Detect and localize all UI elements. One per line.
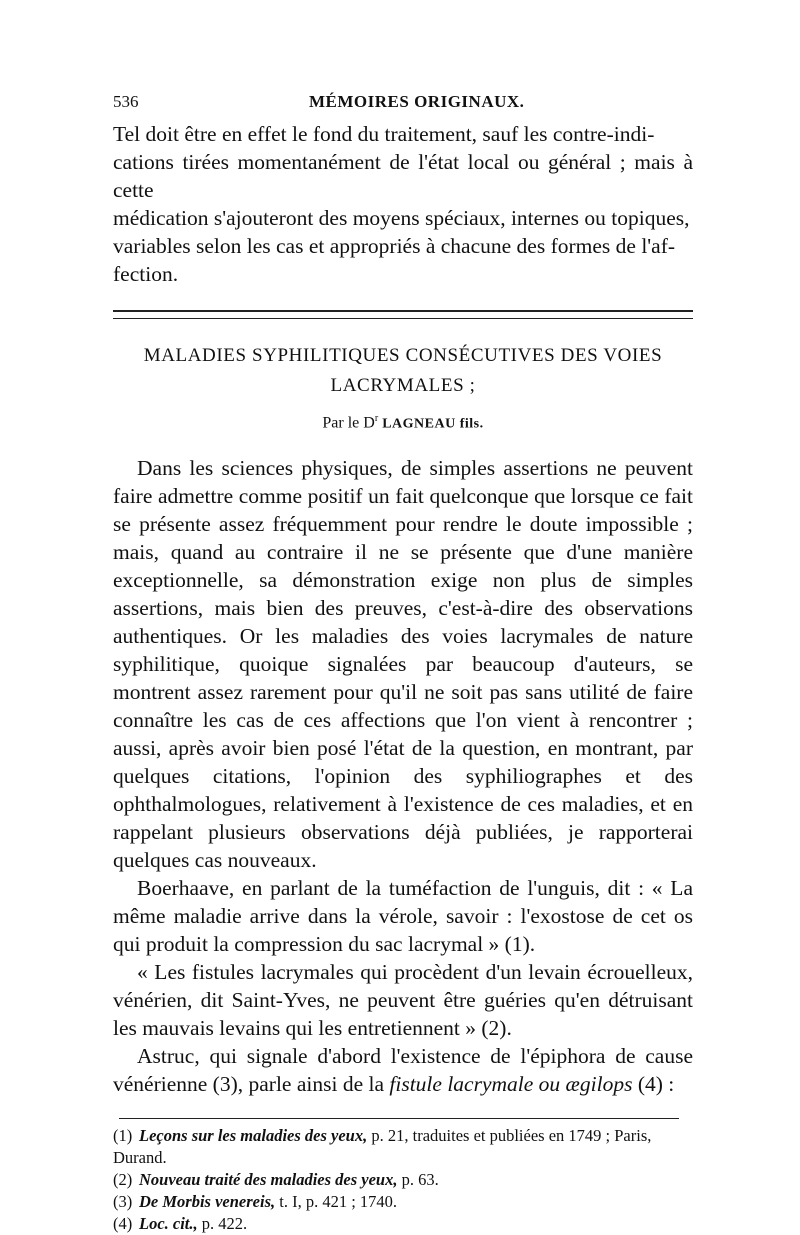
footnote bbox=[113, 1191, 693, 1213]
footnotes bbox=[113, 1125, 693, 1235]
intro-paragraph bbox=[113, 120, 693, 288]
article-title-line: MALADIES SYPHILITIQUES CONSÉCUTIVES DES VOIES bbox=[143, 345, 663, 366]
footnote-title: Leçons sur les maladies des yeux, bbox=[139, 1126, 368, 1146]
intro-line: Tel doit être en effet le fond du traitement, sauf les contre-indi- bbox=[113, 122, 655, 146]
footnote bbox=[113, 1125, 693, 1169]
p4-end: (4) : bbox=[632, 1072, 675, 1097]
footnote-number: (2) bbox=[113, 1170, 133, 1190]
page-number: 536 bbox=[113, 92, 139, 111]
footnote-text: p. 63. bbox=[397, 1170, 439, 1190]
intro-line: fection. bbox=[113, 262, 179, 286]
footnote-text: t. I, p. 421 ; 1740. bbox=[275, 1192, 398, 1212]
p4-italic: fistule lacrymale ou ægilops bbox=[389, 1072, 633, 1097]
body-paragraph-3: « Les fistules lacrymales qui procèdent d'un levain écrouelleux, vénérien, dit Saint-Yves, ne peuvent être guéries qu'en détruisant les mauvais levains qui les entretiennent » (2). bbox=[113, 960, 693, 1041]
running-title: MÉMOIRES ORIGINAUX. bbox=[309, 92, 525, 111]
byline bbox=[113, 413, 693, 432]
section-divider bbox=[113, 310, 693, 319]
footnote-divider bbox=[119, 1118, 679, 1119]
byline-prefix: Par le D bbox=[322, 414, 375, 432]
footnote-number: (4) bbox=[113, 1214, 133, 1234]
footnote bbox=[113, 1169, 693, 1191]
intro-line: variables selon les cas et appropriés à chacune des formes de l'af- bbox=[113, 234, 676, 258]
footnote-title: De Morbis venereis, bbox=[139, 1192, 276, 1212]
footnote-text: p. 422. bbox=[197, 1214, 248, 1234]
page bbox=[113, 92, 693, 1235]
footnote-number: (1) bbox=[113, 1126, 133, 1146]
byline-sup: r bbox=[374, 413, 379, 424]
footnote-title: Loc. cit., bbox=[139, 1214, 198, 1234]
article-title-line: LACRYMALES ; bbox=[330, 375, 476, 396]
author-name: LAGNEAU fils. bbox=[382, 416, 484, 432]
footnote-text: p. 21, traduites et publiées en 1749 ; Paris, Durand. bbox=[113, 1126, 652, 1168]
intro-line: médication s'ajouteront des moyens spéciaux, internes ou topiques, bbox=[113, 206, 690, 230]
body-paragraph-1: Dans les sciences physiques, de simples assertions ne peuvent faire admettre comme positif un fait quelconque que lorsque ce fait se présente assez fréquemment pour rendre le doute impossible ; mais, quand au contraire il ne se présente que d'une manière exceptionnelle, sa démonstration exige non plus de simples assertions, mais bien des preuves, c'est-à-dire des observations authentiques. Or les maladies des voies lacrymales de nature syphilitique, quoique signalées par beaucoup d'auteurs, se montrent assez rarement pour qu'il ne soit pas sans utilité de faire connaître les cas de ces affections que l'on vient à rencontrer ; aussi, après avoir bien posé l'état de la question, en montrant, par quelques citations, l'opinion des syphiliographes et des ophthalmologues, relativement à l'existence de ces maladies, et en rappelant plusieurs observations déjà publiées, je rapporterai quelques cas nouveaux. bbox=[113, 456, 693, 873]
p4-text: Astruc, qui signale d'abord l'existence de l'épiphora de cause vénérienne (3), parle ainsi de la bbox=[113, 1044, 693, 1097]
body-paragraph-2: Boerhaave, en parlant de la tuméfaction de l'unguis, dit : « La même maladie arrive dans la vérole, savoir : l'exostose de cet os qui produit la compression du sac lacrymal » (1). bbox=[113, 876, 693, 957]
footnote-title: Nouveau traité des maladies des yeux, bbox=[139, 1170, 398, 1190]
footnote bbox=[113, 1213, 693, 1235]
body-paragraph-4 bbox=[113, 1042, 693, 1098]
running-head bbox=[113, 92, 693, 120]
article-title bbox=[113, 341, 693, 401]
intro-line: cations tirées momentanément de l'état local ou général ; mais à cette bbox=[113, 150, 693, 202]
footnote-number: (3) bbox=[113, 1192, 133, 1212]
